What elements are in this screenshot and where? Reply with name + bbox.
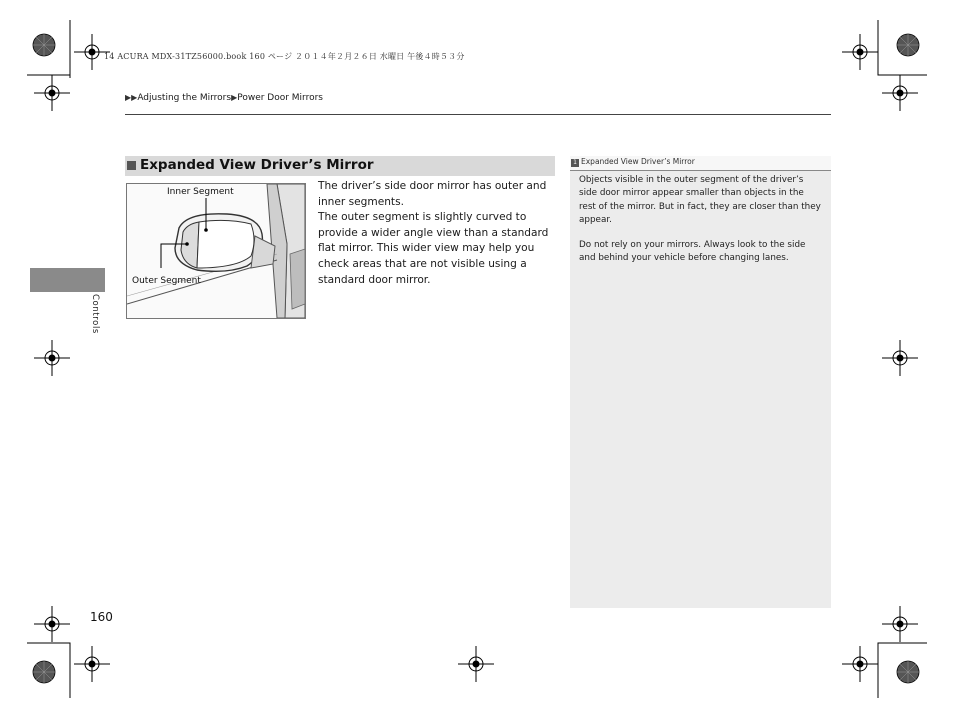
mirror-drawing <box>127 184 305 318</box>
breadcrumb-arrow: ▶▶ <box>125 93 138 102</box>
body-paragraph-2: The outer segment is slightly curved to provide a wider angle view than a standard flat mirror. This wider view may help you check areas that are not visible using a standard door mirror. <box>318 211 549 286</box>
inner-segment-label: Inner Segment <box>167 187 234 197</box>
breadcrumb-separator: ▶ <box>231 93 238 102</box>
section-title: Expanded View Driver’s Mirror <box>140 157 374 173</box>
chapter-tab[interactable] <box>30 268 105 292</box>
outer-segment-label: Outer Segment <box>132 276 201 286</box>
note-icon: 1 <box>571 159 579 167</box>
chapter-tab-label: Controls <box>90 294 100 334</box>
section-heading-bar <box>125 156 555 176</box>
body-text <box>318 179 558 288</box>
note-body <box>579 174 823 278</box>
page-number: 160 <box>90 610 113 624</box>
note-heading: Expanded View Driver’s Mirror <box>581 157 695 166</box>
note-header <box>570 156 831 171</box>
note-paragraph-2: Do not rely on your mirrors. Always look to the side and behind your vehicle before changing lanes. <box>579 240 806 264</box>
section-bullet-icon <box>127 161 136 170</box>
breadcrumb-current[interactable]: Power Door Mirrors <box>237 93 323 103</box>
note-panel <box>570 156 831 608</box>
mirror-illustration <box>126 183 306 319</box>
note-paragraph-1: Objects visible in the outer segment of the driver’s side door mirror appear smaller than objects in the rest of the mirror. But in fact, they are closer than they appear. <box>579 175 821 225</box>
body-paragraph-1: The driver’s side door mirror has outer and inner segments. <box>318 180 547 208</box>
print-header: 14 ACURA MDX-31TZ56000.book 160 ページ ２０１４年２月２６日 水曜日 午後４時５３分 <box>104 52 465 61</box>
header-rule <box>125 114 831 115</box>
breadcrumb-parent[interactable]: Adjusting the Mirrors <box>137 93 232 103</box>
breadcrumb <box>125 93 323 103</box>
